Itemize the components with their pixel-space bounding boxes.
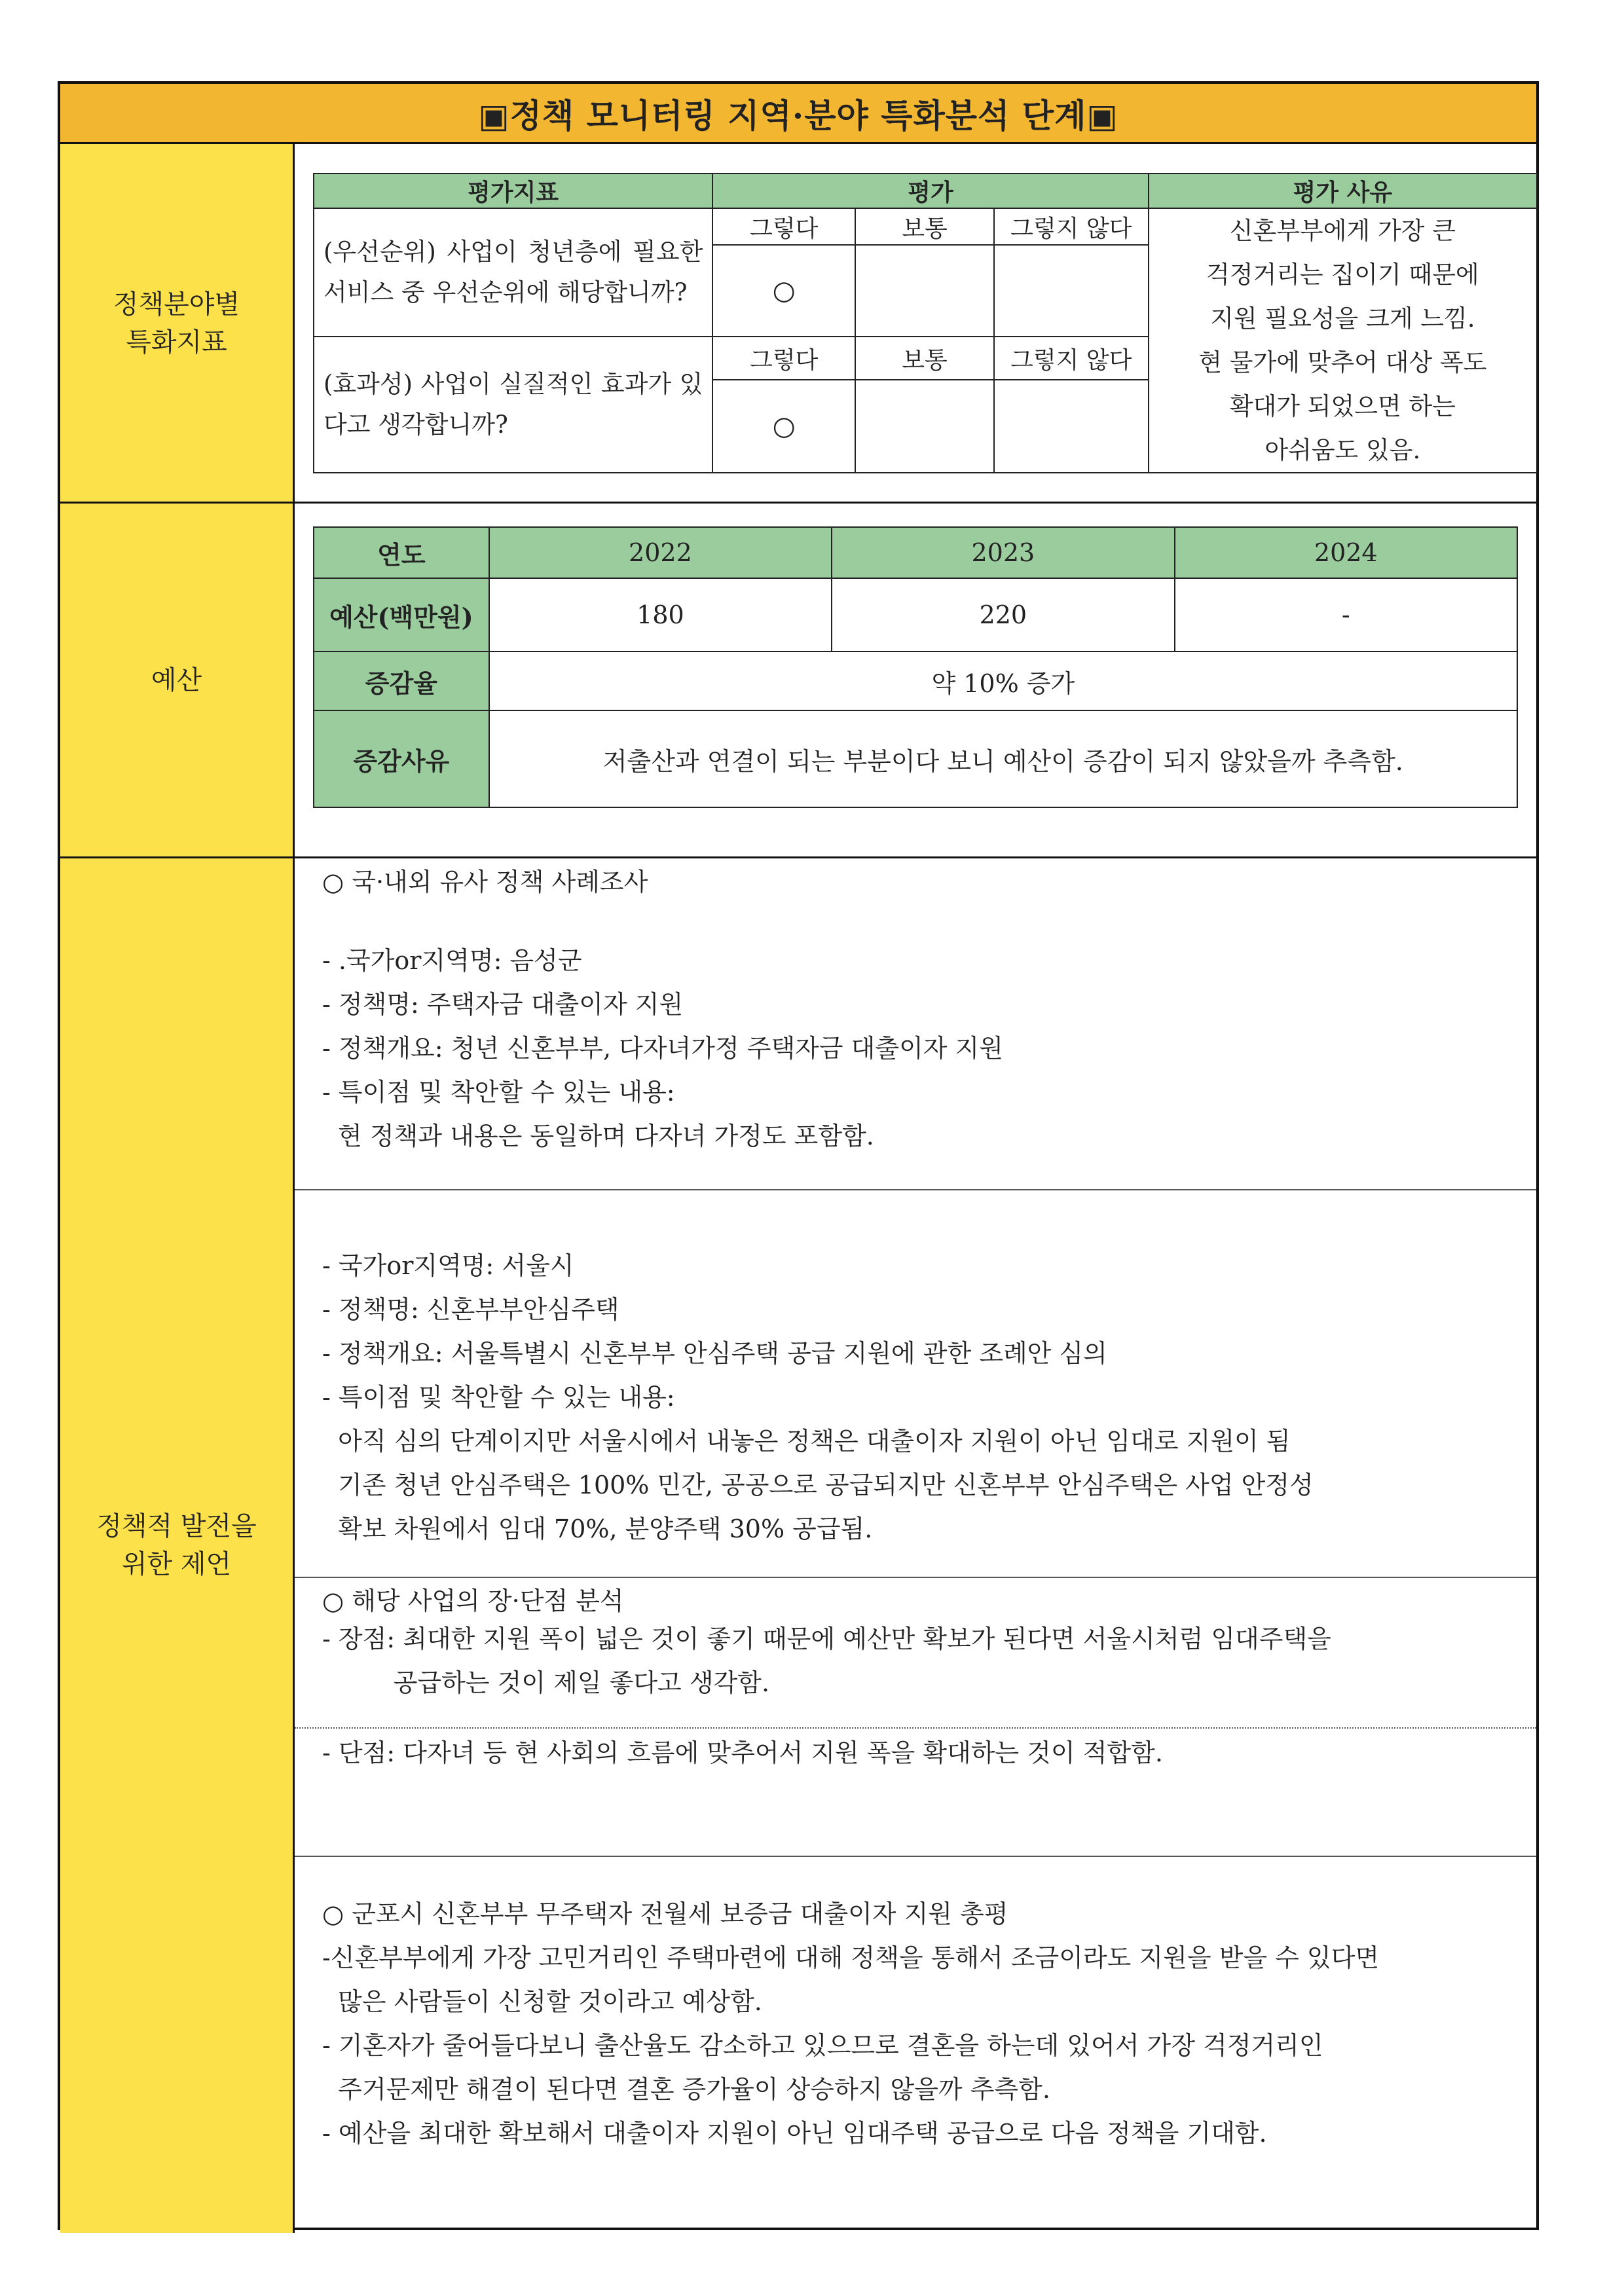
- question-effectiveness: (효과성) 사업이 실질적인 효과가 있다고 생각합니까?: [314, 337, 712, 473]
- case-study-heading: ○ 국·내외 유사 정책 사례조사: [322, 868, 648, 896]
- mark-effectiveness-yes: ○: [712, 380, 855, 473]
- case2-line: - 국가or지역명: 서울시: [322, 1251, 574, 1280]
- section-label-budget: 예산: [60, 503, 295, 858]
- case2-line: 아직 심의 단계이지만 서울시에서 내놓은 정책은 대출이자 지원이 아닌 임대로 지원이 됨: [322, 1427, 1291, 1456]
- page-title: ▣정책 모니터링 지역·분야 특화분석 단계▣: [60, 84, 1536, 144]
- year-label: 연도: [314, 527, 489, 578]
- option-neutral: 보통: [855, 337, 994, 380]
- case1-line: - .국가or지역명: 음성군: [322, 946, 582, 975]
- analysis-pros: - 장점: 최대한 지원 폭이 넓은 것이 좋기 때문에 예산만 확보가 된다면 서울시처럼 임대주택을: [322, 1625, 1331, 1653]
- analysis-cons: - 단점: 다자녀 등 현 사회의 흐름에 맞추어서 지원 폭을 확대하는 것이 적합함.: [322, 1738, 1163, 1767]
- divider: [295, 1727, 1536, 1729]
- option-no: 그렇지 않다: [994, 208, 1149, 245]
- summary-heading: ○ 군포시 신혼부부 무주택자 전월세 보증금 대출이자 지원 총평: [322, 1900, 1008, 1928]
- policy-form: [58, 81, 1539, 2230]
- rate-value: 약 10% 증가: [489, 652, 1517, 710]
- reason-label: 증감사유: [314, 710, 489, 807]
- mark-priority-yes: ○: [712, 245, 855, 337]
- evaluation-table: [313, 173, 1538, 473]
- mark-effectiveness-neutral: [855, 380, 994, 473]
- rate-label: 증감율: [314, 652, 489, 710]
- case2-line: - 정책명: 신혼부부안심주택: [322, 1295, 619, 1324]
- year-2023: 2023: [832, 527, 1174, 578]
- year-2022: 2022: [489, 527, 832, 578]
- budget-table: [313, 526, 1518, 808]
- mark-priority-neutral: [855, 245, 994, 337]
- budget-label: 예산(백만원): [314, 578, 489, 652]
- question-priority: (우선순위) 사업이 청년층에 필요한 서비스 중 우선순위에 해당합니까?: [314, 208, 712, 337]
- header-evaluation: 평가: [712, 174, 1148, 208]
- option-neutral: 보통: [855, 208, 994, 245]
- divider: [295, 1189, 1536, 1190]
- year-2024: 2024: [1175, 527, 1517, 578]
- case1-line: - 정책명: 주택자금 대출이자 지원: [322, 990, 684, 1019]
- mark-priority-no: [994, 245, 1149, 337]
- case1-line: 현 정책과 내용은 동일하며 다자녀 가정도 포함함.: [322, 1122, 874, 1150]
- divider: [295, 1856, 1536, 1857]
- divider: [60, 856, 1536, 858]
- summary-line: - 예산을 최대한 확보해서 대출이자 지원이 아닌 임대주택 공급으로 다음 정책을 기대함.: [322, 2119, 1267, 2148]
- case2-line: - 특이점 및 착안할 수 있는 내용:: [322, 1383, 675, 1412]
- section-label-indicators: 정책분야별 특화지표: [60, 144, 295, 503]
- header-indicator: 평가지표: [314, 174, 712, 208]
- budget-2023: 220: [832, 578, 1174, 652]
- analysis-heading: ○ 해당 사업의 장·단점 분석: [322, 1587, 624, 1615]
- mark-effectiveness-no: [994, 380, 1149, 473]
- case1-line: - 정책개요: 청년 신혼부부, 다자녀가정 주택자금 대출이자 지원: [322, 1034, 1003, 1063]
- case2-line: 기존 청년 안심주택은 100% 민간, 공공으로 공급되지만 신혼부부 안심주택은 사업 안정성: [322, 1471, 1314, 1499]
- summary-line: -신혼부부에게 가장 고민거리인 주택마련에 대해 정책을 통해서 조금이라도 지원을 받을 수 있다면: [322, 1943, 1380, 1972]
- budget-2024: -: [1175, 578, 1517, 652]
- evaluation-reason: 신혼부부에게 가장 큰 걱정거리는 집이기 때문에 지원 필요성을 크게 느낌. 현 물가에 맞추어 대상 폭도 확대가 되었으면 하는 아쉬움도 있음.: [1149, 208, 1537, 473]
- header-reason: 평가 사유: [1149, 174, 1537, 208]
- divider: [60, 502, 1536, 504]
- summary-line: 많은 사람들이 신청할 것이라고 예상함.: [322, 1987, 762, 2016]
- case2-line: - 정책개요: 서울특별시 신혼부부 안심주택 공급 지원에 관한 조례안 심의: [322, 1339, 1107, 1368]
- option-yes: 그렇다: [712, 208, 855, 245]
- case1-line: - 특이점 및 착안할 수 있는 내용:: [322, 1078, 675, 1107]
- section-label-proposal: 정책적 발전을 위한 제언: [60, 858, 295, 2233]
- option-yes: 그렇다: [712, 337, 855, 380]
- analysis-pros: 공급하는 것이 제일 좋다고 생각함.: [322, 1668, 770, 1697]
- divider: [295, 1577, 1536, 1578]
- budget-2022: 180: [489, 578, 832, 652]
- case2-line: 확보 차원에서 임대 70%, 분양주택 30% 공급됨.: [322, 1515, 873, 1543]
- summary-line: 주거문제만 해결이 된다면 결혼 증가율이 상승하지 않을까 추측함.: [322, 2075, 1050, 2104]
- option-no: 그렇지 않다: [994, 337, 1149, 380]
- summary-line: - 기혼자가 줄어들다보니 출산율도 감소하고 있으므로 결혼을 하는데 있어서 가장 걱정거리인: [322, 2031, 1323, 2060]
- reason-value: 저출산과 연결이 되는 부분이다 보니 예산이 증감이 되지 않았을까 추측함.: [489, 710, 1517, 807]
